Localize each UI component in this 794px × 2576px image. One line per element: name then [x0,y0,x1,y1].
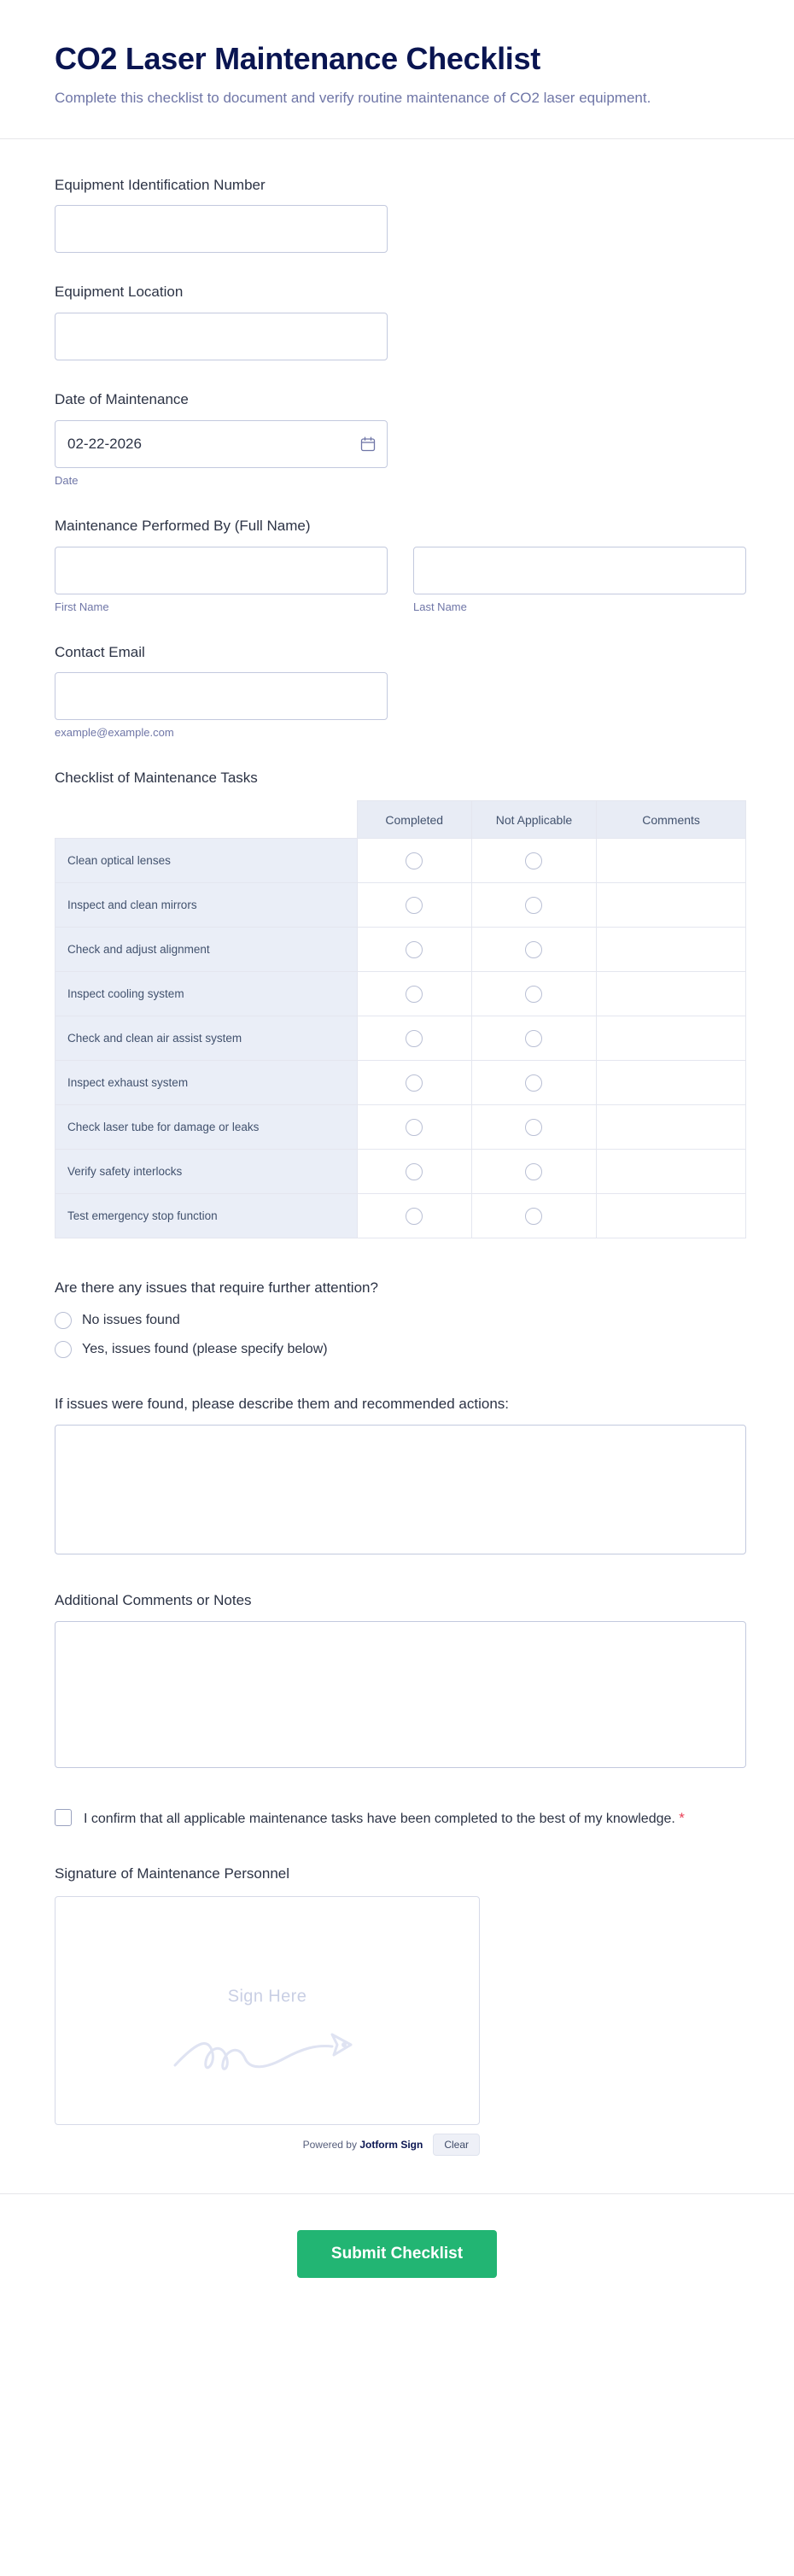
cell-not-applicable[interactable] [471,1016,596,1061]
additional-comments-textarea[interactable] [55,1621,746,1768]
field-performed-by [55,516,739,613]
row-label: Check and clean air assist system [55,1016,358,1061]
field-additional-comments [55,1590,739,1768]
submit-button[interactable]: Submit Checklist [297,2230,497,2278]
matrix-label: Checklist of Maintenance Tasks [55,770,258,787]
radio-completed[interactable] [406,1208,423,1225]
cell-not-applicable[interactable] [471,883,596,928]
cell-not-applicable[interactable] [471,928,596,972]
equipment-location-label: Equipment Location [55,284,184,301]
field-equipment-id [55,175,739,254]
radio-not-applicable[interactable] [525,1208,542,1225]
last-name-input[interactable] [413,547,746,594]
row-label: Inspect exhaust system [55,1061,358,1105]
powered-by-text [303,2139,423,2151]
submit-area [0,2193,794,2329]
radio-completed[interactable] [406,897,423,914]
last-name-sublabel: Last Name [413,600,467,613]
radio-completed[interactable] [406,852,423,869]
cell-completed[interactable] [357,972,471,1016]
cell-completed[interactable] [357,1016,471,1061]
date-label: Date of Maintenance [55,391,189,408]
header-not-applicable: Not Applicable [471,801,596,839]
confirmation-text: I confirm that all applicable maintenance tasks have been completed to the best of my knowledge. [84,1811,675,1826]
powered-by-prefix: Powered by [302,2139,360,2152]
table-row [55,883,746,928]
radio-completed[interactable] [406,986,423,1003]
radio-not-applicable[interactable] [525,852,542,869]
cell-not-applicable[interactable] [471,972,596,1016]
jotform-sign-brand: Jotform Sign [359,2139,423,2152]
field-checklist-matrix [55,768,739,1238]
cell-comments[interactable] [597,928,746,972]
radio-completed[interactable] [406,1163,423,1180]
performed-by-label: Maintenance Performed By (Full Name) [55,517,311,534]
equipment-id-label: Equipment Identification Number [55,176,266,193]
last-name-col [413,547,746,613]
radio-not-applicable[interactable] [525,986,542,1003]
cell-not-applicable[interactable] [471,1061,596,1105]
issues-description-label: If issues were found, please describe them and recommended actions: [55,1396,510,1413]
signature-footer [55,2134,480,2156]
radio-not-applicable[interactable] [525,1163,542,1180]
table-row [55,972,746,1016]
radio-completed[interactable] [406,1119,423,1136]
first-name-col [55,547,388,613]
cell-not-applicable[interactable] [471,1150,596,1194]
radio-completed[interactable] [406,1030,423,1047]
cell-completed[interactable] [357,1150,471,1194]
issues-option-no-label: No issues found [82,1313,180,1328]
row-label: Clean optical lenses [55,839,358,883]
matrix-wrapper [55,800,739,1238]
confirmation-text-wrapper [84,1807,685,1830]
row-label: Inspect and clean mirrors [55,883,358,928]
equipment-id-input[interactable] [55,205,388,253]
issues-radio-list [55,1312,739,1358]
issues-description-textarea[interactable] [55,1425,746,1554]
issues-option-no[interactable] [55,1312,739,1329]
cell-comments[interactable] [597,972,746,1016]
cell-comments[interactable] [597,1016,746,1061]
radio-not-applicable[interactable] [525,1030,542,1047]
row-label: Inspect cooling system [55,972,358,1016]
signature-label: Signature of Maintenance Personnel [55,1865,290,1882]
cell-completed[interactable] [357,928,471,972]
row-label: Check laser tube for damage or leaks [55,1105,358,1150]
table-row [55,839,746,883]
header-completed: Completed [357,801,471,839]
field-equipment-location [55,282,739,360]
cell-not-applicable[interactable] [471,1105,596,1150]
cell-completed[interactable] [357,1105,471,1150]
first-name-input[interactable] [55,547,388,594]
sign-here-placeholder: Sign Here [227,1987,307,2006]
cell-completed[interactable] [357,1194,471,1238]
cell-comments[interactable] [597,839,746,883]
confirmation-row[interactable] [55,1807,739,1830]
table-header-row [55,801,746,839]
cell-comments[interactable] [597,883,746,928]
form-header [0,0,794,139]
row-label: Check and adjust alignment [55,928,358,972]
header-blank [55,801,358,839]
page-subtitle: Complete this checklist to document and verify routine maintenance of CO2 laser equipment. [55,90,651,106]
radio-not-applicable[interactable] [525,941,542,958]
cell-comments[interactable] [597,1061,746,1105]
issues-option-yes-label: Yes, issues found (please specify below) [82,1342,328,1357]
field-signature [55,1864,739,2156]
field-contact-email [55,642,739,740]
date-sublabel: Date [55,473,79,487]
cell-comments[interactable] [597,1105,746,1150]
contact-email-sublabel: example@example.com [55,726,174,740]
issues-question-label: Are there any issues that require further attention? [55,1279,378,1297]
cell-completed[interactable] [357,883,471,928]
header-comments: Comments [597,801,746,839]
field-date-of-maintenance [55,389,739,487]
contact-email-label: Contact Email [55,643,145,660]
signature-scribble-icon [165,2024,370,2088]
radio-not-applicable[interactable] [525,1074,542,1092]
table-row [55,1016,746,1061]
field-issues-question [55,1278,739,1358]
maintenance-tasks-table [55,800,746,1238]
field-issues-description [55,1394,739,1554]
issues-option-yes[interactable] [55,1341,739,1358]
clear-signature-button[interactable]: Clear [433,2134,480,2156]
radio-completed[interactable] [406,1074,423,1092]
table-row [55,1105,746,1150]
radio-not-applicable[interactable] [525,1119,542,1136]
table-row [55,1061,746,1105]
name-row [55,547,739,613]
cell-not-applicable[interactable] [471,1194,596,1238]
page-title: CO2 Laser Maintenance Checklist [55,41,540,76]
row-label: Test emergency stop function [55,1194,358,1238]
first-name-sublabel: First Name [55,600,109,613]
cell-comments[interactable] [597,1194,746,1238]
radio-no-issues[interactable] [55,1312,72,1329]
form-body [0,139,794,2157]
confirmation-checkbox[interactable] [55,1809,72,1826]
table-row [55,928,746,972]
cell-completed[interactable] [357,1061,471,1105]
radio-not-applicable[interactable] [525,897,542,914]
cell-completed[interactable] [357,839,471,883]
table-body [55,839,746,1238]
table-row [55,1150,746,1194]
radio-completed[interactable] [406,941,423,958]
row-label: Verify safety interlocks [55,1150,358,1194]
signature-pad[interactable] [55,1896,480,2125]
date-input-wrapper [55,420,388,468]
radio-yes-issues[interactable] [55,1341,72,1358]
cell-comments[interactable] [597,1150,746,1194]
additional-comments-label: Additional Comments or Notes [55,1591,252,1608]
equipment-location-input[interactable] [55,313,388,360]
required-marker: * [679,1809,685,1826]
contact-email-input[interactable] [55,672,388,720]
table-row [55,1194,746,1238]
cell-not-applicable[interactable] [471,839,596,883]
date-input[interactable] [55,420,388,468]
